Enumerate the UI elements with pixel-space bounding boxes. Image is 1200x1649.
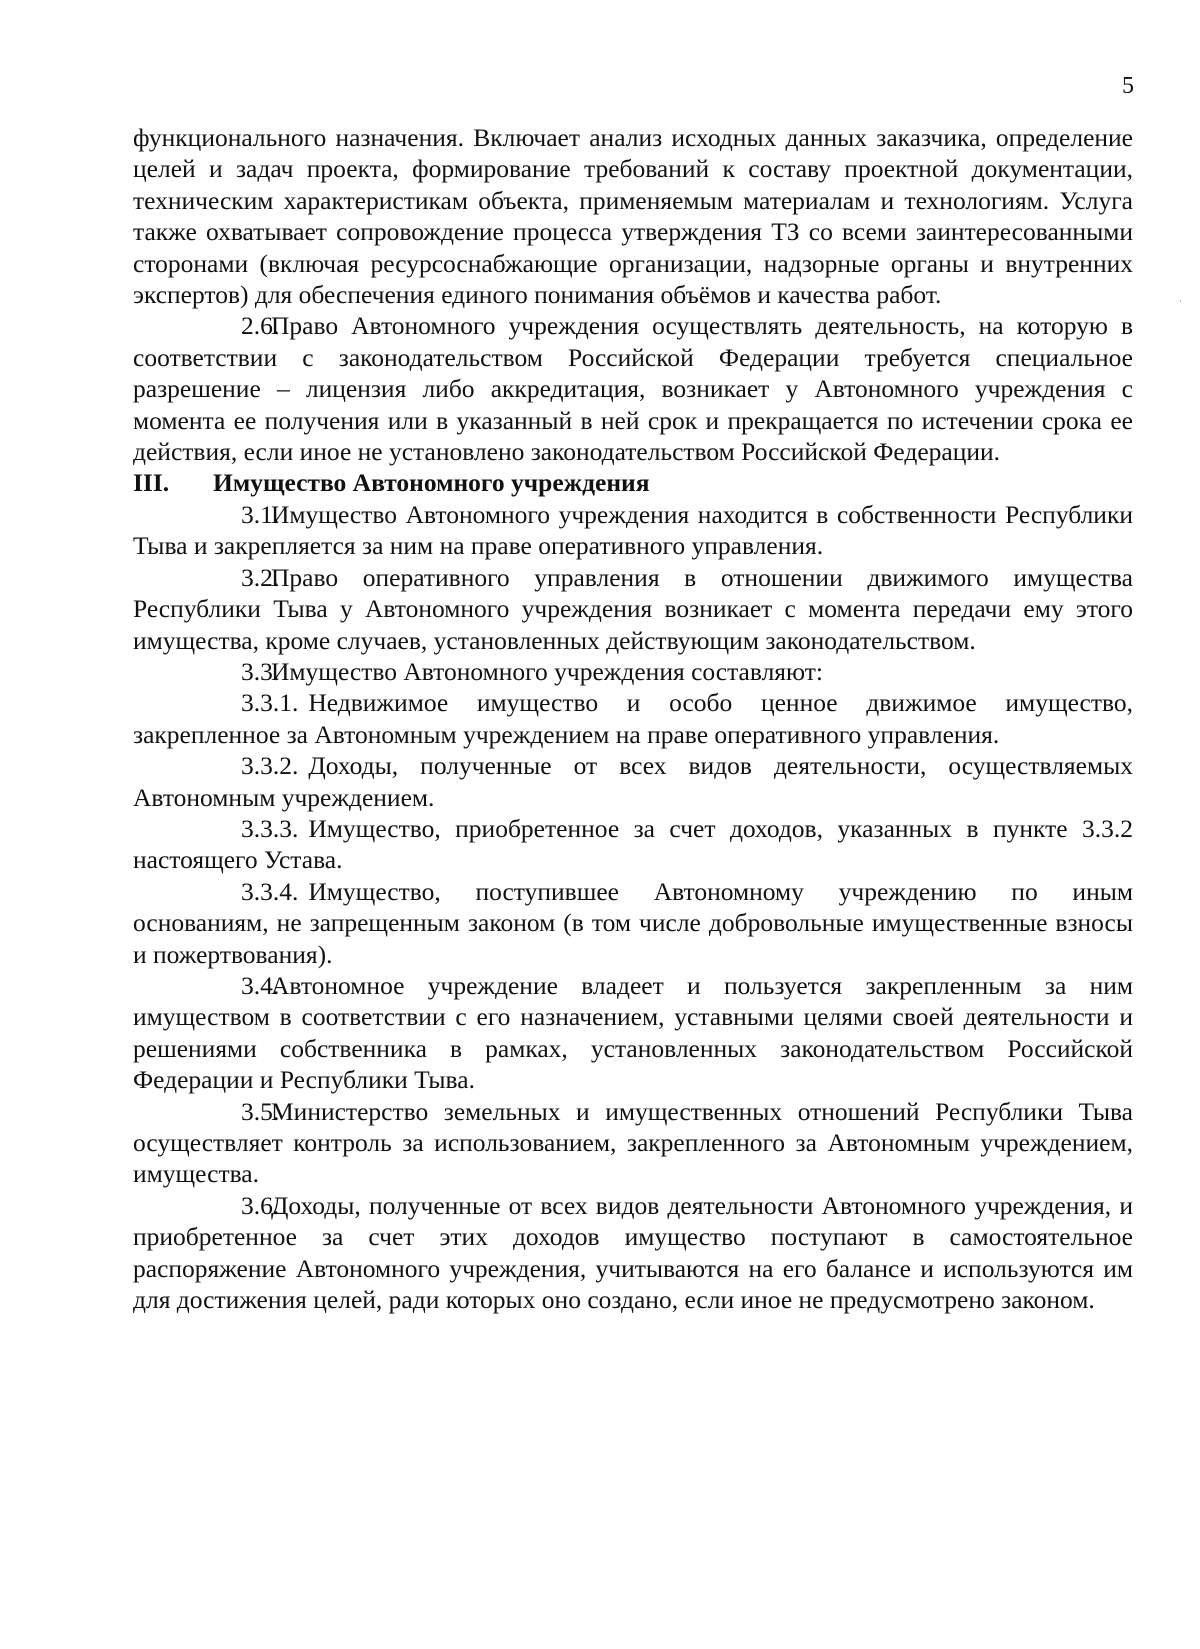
page-number: 5 <box>1122 73 1134 99</box>
section-number: III. <box>133 468 170 498</box>
clause-3-3 <box>133 656 1133 687</box>
clause-number: 3.2. <box>241 562 280 592</box>
clause-3-3-1 <box>133 687 1133 750</box>
intro-paragraph: функционального назначения. Включает анализ исходных данных заказчика, определение целей и задач проекта, формирование требований к составу проектной документации, техническим характеристикам объекта, применяемым материалам и технологиям. Услуга также охватывает сопровождение процесса утверждения ТЗ со всеми заинтересованными сторонами (включая ресурсоснабжающие организации, надзорные органы и внутренних экспертов) для обеспечения единого понимания объёмов и качества работ. <box>133 123 1133 310</box>
clause-3-4 <box>133 970 1133 1096</box>
clause-text: Имущество Автономного учреждения находится в собственности Республики Тыва и закрепляется за ним на праве оперативного управления. <box>133 499 1133 561</box>
clause-number: 3.5. <box>241 1096 280 1126</box>
clause-number: 3.3.3. <box>241 813 299 843</box>
clause-text: Автономное учреждение владеет и пользуется закрепленным за ним имуществом в соответствии с его назначением, уставными целями своей деятельности и решениями собственника в рамках, установленных законодательством Российской Федерации и Республики Тыва. <box>133 970 1133 1095</box>
clause-3-3-4 <box>133 876 1133 970</box>
document-body <box>133 122 1133 1315</box>
clause-text: Право Автономного учреждения осуществлять деятельность, на которую в соответствии с законодательством Российской Федерации требуется специальное разрешение – лицензия либо аккредитация, возникает у Автономного учреждения с момента ее получения или в указанный в ней срок и прекращается по истечении срока ее действия, если иное не установлено законодательством Российской Федерации. <box>133 311 1133 467</box>
clause-text: Имущество, приобретенное за счет доходов, указанных в пункте 3.3.2 настоящего Устава. <box>133 813 1133 875</box>
clause-number: 3.3.4. <box>241 876 299 906</box>
clause-number: 3.3.1. <box>241 688 299 718</box>
clause-text: Недвижимое имущество и особо ценное движимое имущество, закрепленное за Автономным учреждением на праве оперативного управления. <box>133 688 1133 749</box>
clause-3-6 <box>133 1190 1133 1316</box>
clause-number: 3.6. <box>241 1190 280 1220</box>
clause-text: Имущество, поступившее Автономному учреждению по иным основаниям, не запрещенным законом (в том числе добровольные имущественные взносы и пожертвования). <box>133 876 1133 969</box>
clause-2-6 <box>133 310 1133 467</box>
clause-text: Имущество Автономного учреждения составляют: <box>271 656 823 686</box>
scan-edge-mark <box>1180 300 1181 302</box>
clause-number: 3.4. <box>241 970 280 1000</box>
clause-text: Министерство земельных и имущественных отношений Республики Тыва осуществляет контроль за использованием, закрепленного за Автономным учреждением, имущества. <box>133 1096 1133 1189</box>
clause-number: 3.3. <box>241 656 280 686</box>
clause-3-1 <box>133 499 1133 562</box>
section-heading <box>133 467 1133 498</box>
clause-text: Доходы, полученные от всех видов деятельности, осуществляемых Автономным учреждением. <box>133 751 1133 812</box>
clause-number: 3.1. <box>241 499 280 529</box>
section-title: Имущество Автономного учреждения <box>213 468 650 498</box>
clause-number: 2.6. <box>241 311 280 341</box>
clause-3-3-3 <box>133 813 1133 876</box>
clause-text: Право оперативного управления в отношении движимого имущества Республики Тыва у Автономного учреждения возникает с момента передачи ему этого имущества, кроме случаев, установленных действующим законодательством. <box>133 562 1133 655</box>
clause-3-2 <box>133 562 1133 656</box>
clause-number: 3.3.2. <box>241 751 299 781</box>
clause-3-3-2 <box>133 750 1133 813</box>
clause-text: Доходы, полученные от всех видов деятельности Автономного учреждения, и приобретенное за счет этих доходов имущество поступают в самостоятельное распоряжение Автономного учреждения, учитываются на его балансе и используются им для достижения целей, ради которых оно создано, если иное не предусмотрено законом. <box>133 1190 1133 1315</box>
clause-3-5 <box>133 1096 1133 1190</box>
